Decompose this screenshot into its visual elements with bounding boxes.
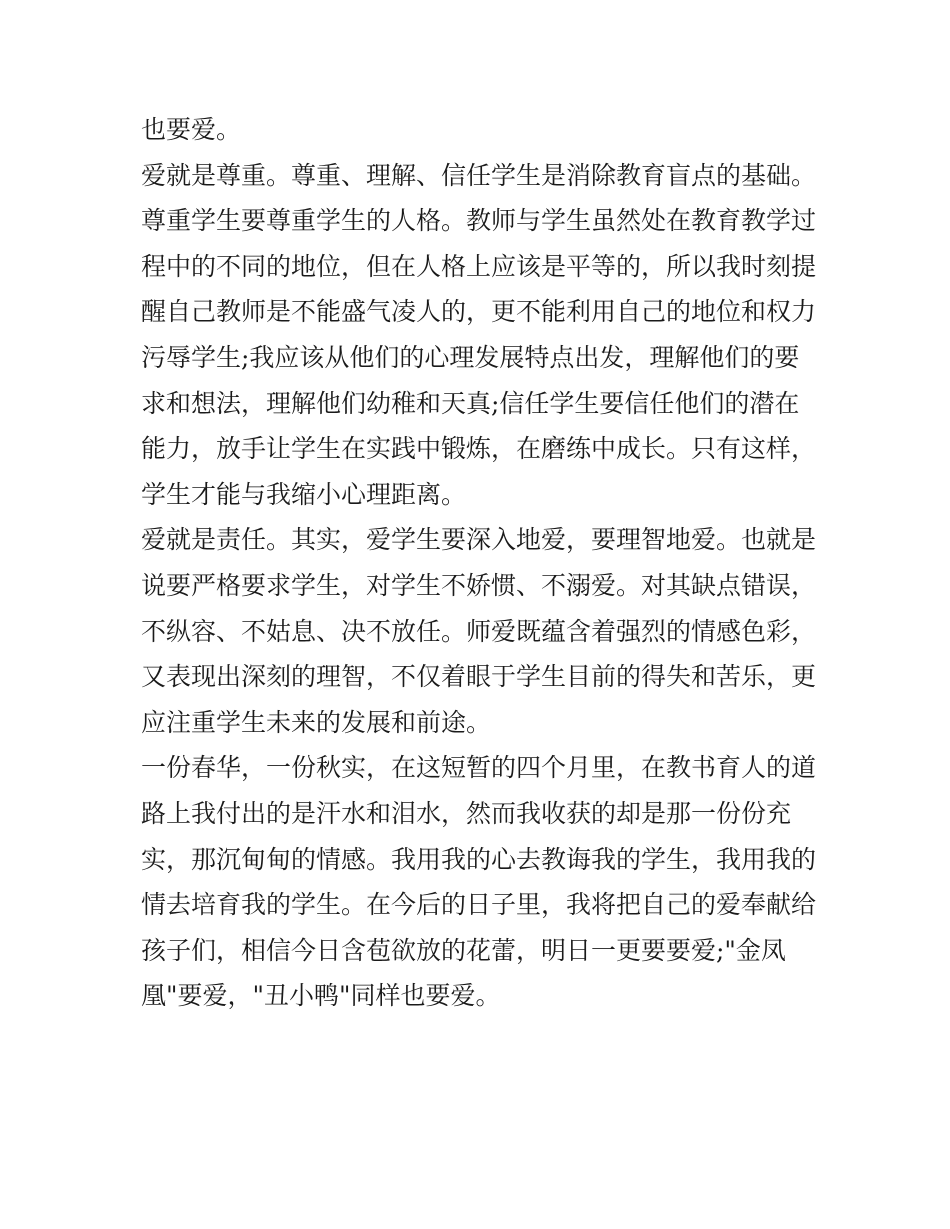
text-line: 一份春华，一份秋实，在这短暂的四个月里，在教书育人的道 [141, 753, 817, 783]
text-line: 又表现出深刻的理智，不仅着眼于学生目前的得失和苦乐，更 [141, 662, 817, 692]
text-line: 情去培育我的学生。在今后的日子里，我将把自己的爱奉献给 [141, 890, 817, 920]
text-line: 爱就是责任。其实，爱学生要深入地爱，要理智地爱。也就是 [141, 525, 817, 555]
text-line: 尊重学生要尊重学生的人格。教师与学生虽然处在教育教学过 [141, 206, 817, 236]
text-line: 凰"要爱，"丑小鸭"同样也要爱。 [141, 981, 501, 1011]
text-line: 爱就是尊重。尊重、理解、信任学生是消除教育盲点的基础。 [141, 160, 817, 190]
text-line: 能力，放手让学生在实践中锻炼，在磨练中成长。只有这样， [141, 434, 817, 464]
text-line: 应注重学生未来的发展和前途。 [141, 707, 492, 737]
text-line: 实，那沉甸甸的情感。我用我的心去教诲我的学生，我用我的 [141, 844, 817, 874]
text-line: 也要爱。 [141, 115, 242, 144]
text-line: 学生才能与我缩小心理距离。 [141, 479, 467, 509]
text-line: 孩子们，相信今日含苞欲放的花蕾，明日一更要要爱;"金凤 [141, 935, 786, 965]
text-line: 不纵容、不姑息、决不放任。师爱既蕴含着强烈的情感色彩， [141, 616, 817, 646]
text-line: 求和想法，理解他们幼稚和天真;信任学生要信任他们的潜在 [141, 388, 800, 418]
text-line: 路上我付出的是汗水和泪水，然而我收获的却是那一份份充 [141, 798, 792, 828]
body-text [141, 107, 821, 1019]
text-line: 程中的不同的地位，但在人格上应该是平等的，所以我时刻提 [141, 251, 817, 281]
text-line: 污辱学生;我应该从他们的心理发展特点出发，理解他们的要 [141, 342, 800, 372]
text-line: 说要严格要求学生，对学生不娇惯、不溺爱。对其缺点错误， [141, 570, 817, 600]
text-line: 醒自己教师是不能盛气凌人的，更不能利用自己的地位和权力 [141, 297, 817, 327]
